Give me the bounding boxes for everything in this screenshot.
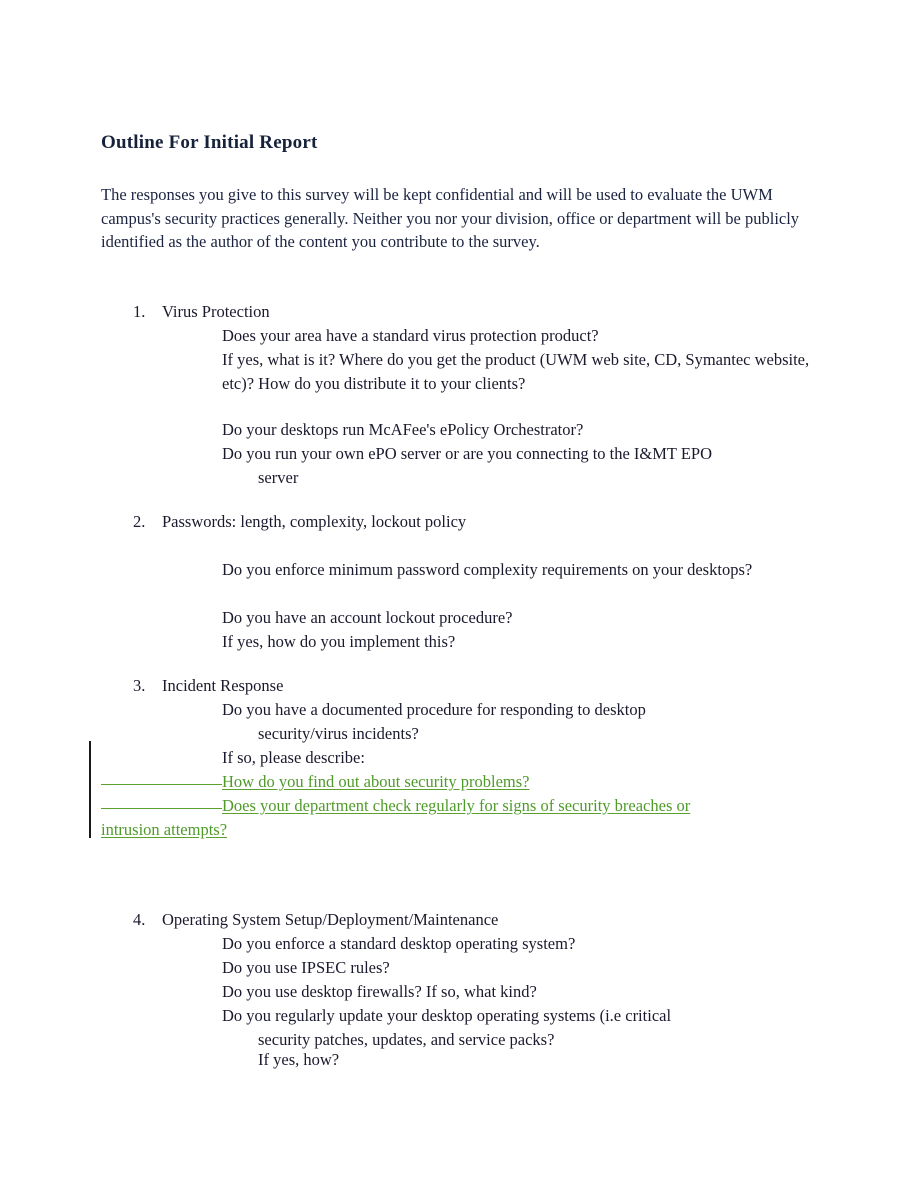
outline-item-4-number: 4. <box>133 910 146 929</box>
underline-leader-icon <box>101 784 222 785</box>
inserted-line-1 <box>101 770 814 794</box>
outline-item-1-label: Virus Protection <box>162 302 270 321</box>
page-title: Outline For Initial Report <box>101 132 318 153</box>
underline-leader-icon <box>101 808 222 809</box>
inserted-line-2 <box>101 794 814 818</box>
inserted-text-1: How do you find out about security problems? <box>222 772 530 791</box>
outline-item-1-number: 1. <box>133 302 146 321</box>
question-3-1-continuation: security/virus incidents? <box>258 724 419 743</box>
outline-item-4-label: Operating System Setup/Deployment/Maintenance <box>162 910 499 929</box>
question-3-2: If so, please describe: <box>222 748 365 767</box>
question-3-1: Do you have a documented procedure for responding to desktop <box>222 700 646 719</box>
question-2-2: Do you have an account lockout procedure? <box>222 608 513 627</box>
question-4-5: If yes, how? <box>258 1050 340 1069</box>
question-4-3: Do you use desktop firewalls? If so, what kind? <box>222 982 537 1001</box>
question-1-1: Does your area have a standard virus protection product? <box>222 326 599 345</box>
intro-paragraph: The responses you give to this survey will be kept confidential and will be used to evaluate the UWM campus's security practices generally. Neither you nor your division, office or department will be publicly identified as the author of the content you contribute to the survey. <box>101 185 800 251</box>
outline-item-2-number: 2. <box>133 512 146 531</box>
revision-change-bar <box>89 741 91 838</box>
outline-item-3-number: 3. <box>133 676 146 695</box>
outline-item-3-label: Incident Response <box>162 676 284 695</box>
question-1-3: Do your desktops run McAFee's ePolicy Orchestrator? <box>222 420 584 439</box>
question-4-4: Do you regularly update your desktop operating systems (i.e critical <box>222 1006 672 1025</box>
question-2-1: Do you enforce minimum password complexity requirements on your desktops? <box>222 560 753 579</box>
question-4-1: Do you enforce a standard desktop operating system? <box>222 934 576 953</box>
question-2-3: If yes, how do you implement this? <box>222 632 456 651</box>
inserted-line-3 <box>101 818 814 842</box>
inserted-text-2: Does your department check regularly for signs of security breaches or <box>222 796 691 815</box>
question-1-2: If yes, what is it? Where do you get the product (UWM web site, CD, Symantec website, etc)? How do you distribute it to your clients? <box>222 350 810 393</box>
question-4-4-continuation: security patches, updates, and service packs? <box>258 1030 555 1049</box>
outline-item-2-label: Passwords: length, complexity, lockout policy <box>162 512 467 531</box>
inserted-text-2-continuation: intrusion attempts? <box>101 820 228 839</box>
question-4-2: Do you use IPSEC rules? <box>222 958 390 977</box>
question-1-4-continuation: server <box>258 468 299 487</box>
question-1-4: Do you run your own ePO server or are you connecting to the I&MT EPO <box>222 444 713 463</box>
